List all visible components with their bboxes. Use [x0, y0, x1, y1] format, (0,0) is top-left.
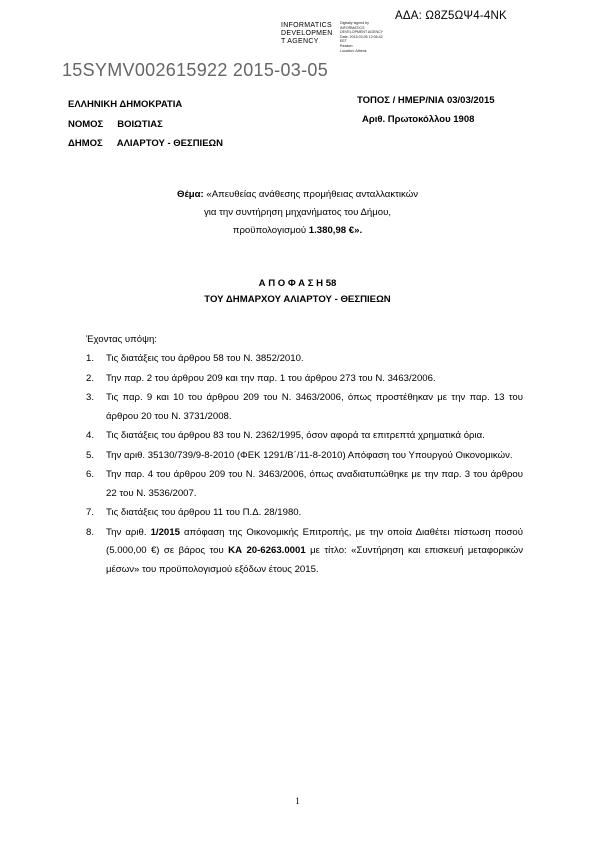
digital-signature-organization	[281, 22, 333, 46]
item-text	[106, 524, 523, 580]
signature-detail-line: DEVELOPMENT AGENCY	[340, 30, 384, 35]
ada-code: ΑΔΑ: Ω8Ζ5ΩΨ4-4ΝΚ	[395, 10, 507, 22]
list-item	[86, 466, 523, 503]
item-number: 1.	[86, 353, 95, 364]
subject-budget-label: προϋπολογισμού	[232, 225, 309, 236]
document-id-watermark: 15SYMV002615922 2015-03-05	[62, 60, 329, 80]
decision-subtitle: ΤΟΥ ΔΗΜΑΡΧΟΥ ΑΛΙΑΡΤΟΥ - ΘΕΣΠΙΕΩΝ	[204, 294, 391, 305]
subject-label: Θέμα:	[176, 189, 204, 200]
municipality-label: ΔΗΜΟΣ	[68, 138, 103, 149]
budget-code: ΚΑ 20-6263.0001	[228, 545, 306, 556]
item-text: Την αριθ. 35130/739/9-8-2010 (ΦΕΚ 1291/Β΄/11-8-2010) Απόφαση του Υπουργού Οικονομικών.	[106, 449, 513, 461]
page-number: 1	[295, 796, 300, 806]
list-item	[86, 389, 523, 426]
item-text: Τις διατάξεις του άρθρου 83 του Ν. 2362/1995, όσον αφορά τα επιτρεπτά χρηματικά όρια.	[106, 430, 485, 441]
place-date: ΤΟΠΟΣ / ΗΜΕΡ/ΝΙΑ 03/03/2015	[357, 95, 495, 106]
item-text: Τις παρ. 9 και 10 του άρθρου 209 του Ν. 3463/2006, όπως προστέθηκαν με την παρ. 13 του άρθρου 20 του Ν. 3731/2008.	[106, 392, 523, 422]
issuer-country: ΕΛΛΗΝΙΚΗ ΔΗΜΟΚΡΑΤΙΑ	[68, 99, 183, 110]
digital-signature-details	[340, 21, 383, 53]
prefecture-value: ΒΟΙΩΤΙΑΣ	[117, 118, 163, 130]
item-number: 4.	[86, 430, 95, 441]
considerations-list	[86, 350, 523, 580]
subject-amount: 1.380,98 €».	[308, 225, 363, 236]
subject-block	[0, 186, 595, 240]
item-text-part: Την αριθ.	[106, 526, 151, 538]
signature-org-line: INFORMATICS	[281, 22, 333, 29]
decision-ref: 1/2015	[150, 526, 180, 538]
issuer-header	[68, 95, 223, 154]
signature-detail-line: Digitally signed by	[340, 21, 369, 25]
item-number: 2.	[86, 372, 95, 384]
signature-detail-line: Reason:	[340, 43, 354, 48]
item-text: Τις διατάξεις του άρθρου 11 του Π.Δ. 28/1980.	[106, 507, 302, 518]
item-number: 5.	[86, 449, 95, 461]
prefecture-label: ΝΟΜΟΣ	[68, 118, 104, 130]
list-item	[86, 447, 523, 466]
item-text: Τις διατάξεις του άρθρου 58 του Ν. 3852/2010.	[106, 353, 304, 364]
signature-detail-line: INFORMATICS	[340, 25, 365, 30]
item-text-part: απόφαση της Οικονομικής Επιτροπής, με την οποία Διαθέτει πίστωση ποσού (5.000,00 €) σε βάρος του	[106, 526, 523, 556]
item-text-part: με τίτλο: «Συντήρηση και επισκευή μεταφορικών μέσων» του προϋπολογισμού εξόδων έτους 2015.	[106, 545, 523, 575]
municipality-value: ΑΛΙΑΡΤΟΥ - ΘΕΣΠΙΕΩΝ	[116, 138, 224, 149]
signature-org-line: T AGENCY	[281, 38, 319, 45]
signature-detail-line: Date: 2015.03.05 12:06:42	[340, 34, 383, 39]
issuer-prefecture	[68, 115, 223, 135]
subject-line-2: για την συντήρηση μηχανήματος του Δήμου,	[203, 207, 392, 218]
decision-heading	[0, 276, 595, 308]
item-text: Την παρ. 4 του άρθρου 209 του Ν. 3463/2006, όπως αναδιατυπώθηκε με την παρ. 3 του άρθρου 22 του Ν. 3536/2007.	[106, 469, 523, 499]
signature-org-line: DEVELOPMEN	[281, 30, 333, 37]
item-number: 7.	[86, 507, 95, 518]
issuer-municipality	[68, 134, 223, 154]
subject-line-1	[0, 186, 595, 204]
list-item	[86, 370, 523, 389]
list-item	[86, 524, 523, 580]
considerations-intro: Έχοντας υπόψη:	[86, 334, 157, 345]
protocol-number: Αριθ. Πρωτοκόλλου 1908	[362, 114, 475, 125]
item-number: 6.	[86, 469, 95, 480]
item-text: Την παρ. 2 του άρθρου 209 και την παρ. 1 του άρθρου 273 του Ν. 3463/2006.	[106, 372, 436, 384]
item-number: 3.	[86, 392, 95, 403]
item-number: 8.	[86, 526, 95, 538]
subject-line-3	[0, 222, 595, 240]
signature-detail-line: Location: Athens	[340, 48, 367, 53]
decision-title: Α Π Ο Φ Α Σ Η 58	[258, 278, 337, 289]
signature-detail-line: EET	[340, 39, 347, 44]
list-item	[86, 427, 523, 446]
list-item	[86, 350, 523, 369]
subject-text-1: «Απευθείας ανάθεσης προμήθειας ανταλλακτικών	[203, 189, 418, 200]
list-item	[86, 504, 523, 523]
